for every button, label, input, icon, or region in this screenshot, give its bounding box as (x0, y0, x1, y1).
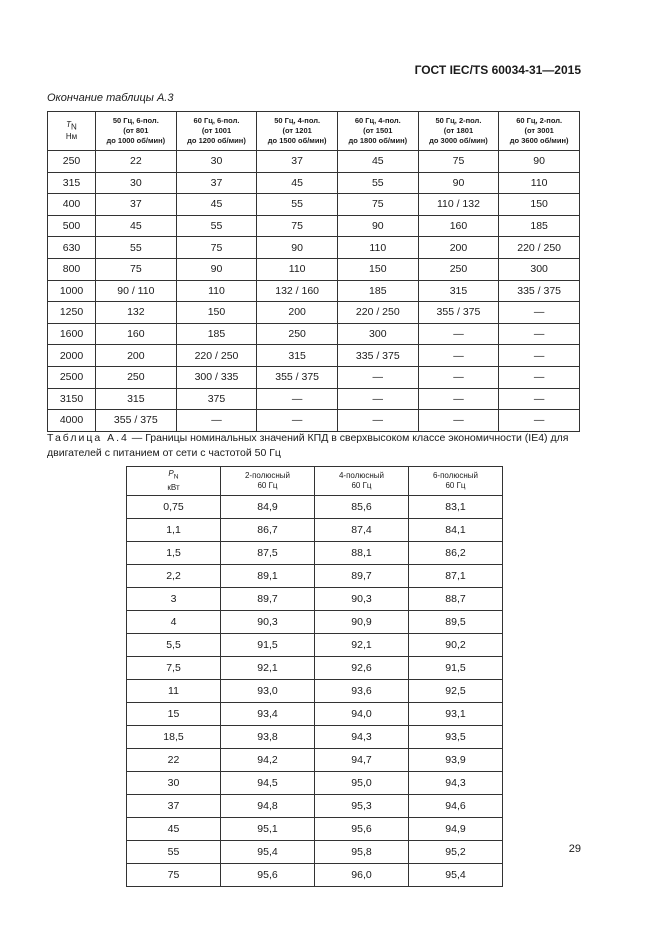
table-cell: 89,1 (221, 565, 315, 588)
table-cell: 30 (176, 151, 257, 173)
table-cell: — (337, 366, 418, 388)
table-a4-header-row (127, 467, 503, 496)
table-cell: 355 / 375 (257, 366, 338, 388)
table-cell: 95,4 (221, 841, 315, 864)
table-cell: 45 (127, 818, 221, 841)
table-cell: 4000 (48, 410, 96, 432)
table-cell: 75 (96, 258, 177, 280)
table-cell: — (418, 366, 499, 388)
table-cell: 88,7 (409, 588, 503, 611)
power-unit: кВт (167, 482, 180, 492)
table-cell: 55 (176, 215, 257, 237)
table-row (48, 258, 580, 280)
table-cell: 160 (96, 323, 177, 345)
table-cell: 94,6 (409, 795, 503, 818)
table-cell: 89,7 (221, 588, 315, 611)
table-cell: 400 (48, 194, 96, 216)
table-row (127, 818, 503, 841)
table-cell: 93,5 (409, 726, 503, 749)
table-cell: 22 (127, 749, 221, 772)
table-cell: 87,4 (315, 519, 409, 542)
table-cell: 37 (96, 194, 177, 216)
table-a4-col-header: 2-полюсный 60 Гц (221, 467, 315, 496)
table-cell: — (337, 388, 418, 410)
table-cell: 75 (418, 151, 499, 173)
table-cell: 355 / 375 (96, 410, 177, 432)
table-cell: 55 (257, 194, 338, 216)
table-cell: 150 (176, 302, 257, 324)
page-number: 29 (568, 843, 581, 855)
table-cell: 160 (418, 215, 499, 237)
table-a3-col-header: 50 Гц, 4-пол. (от 1201 до 1500 об/мин) (257, 112, 338, 151)
table-cell: 90 (418, 172, 499, 194)
table-cell: 315 (418, 280, 499, 302)
table-cell: 185 (337, 280, 418, 302)
table-cell: 75 (337, 194, 418, 216)
table-cell: 0,75 (127, 496, 221, 519)
table-cell: 91,5 (409, 657, 503, 680)
table-cell: 95,4 (409, 864, 503, 887)
table-cell: 93,6 (315, 680, 409, 703)
table-cell: 315 (257, 345, 338, 367)
table-cell: 110 / 132 (418, 194, 499, 216)
table-cell: 93,9 (409, 749, 503, 772)
table-cell: 150 (499, 194, 580, 216)
table-row (48, 151, 580, 173)
table-cell: 37 (257, 151, 338, 173)
table-row (48, 323, 580, 345)
table-cell: 84,1 (409, 519, 503, 542)
table-cell: 5,5 (127, 634, 221, 657)
table-cell: 90,3 (221, 611, 315, 634)
document-header: ГОСТ IEC/TS 60034-31—2015 (414, 63, 581, 77)
table-cell: 93,0 (221, 680, 315, 703)
table-cell: 86,2 (409, 542, 503, 565)
table-a3-col-header: 50 Гц, 6-пол. (от 801 до 1000 об/мин) (96, 112, 177, 151)
table-cell: 2,2 (127, 565, 221, 588)
table-cell: 95,6 (221, 864, 315, 887)
table-row (48, 237, 580, 259)
table-cell: 95,0 (315, 772, 409, 795)
table-row (127, 703, 503, 726)
table-cell: 110 (337, 237, 418, 259)
table-cell: 95,6 (315, 818, 409, 841)
table-a3 (47, 111, 580, 432)
table-cell: 1250 (48, 302, 96, 324)
table-cell: — (418, 345, 499, 367)
table-cell: 110 (176, 280, 257, 302)
table-cell: 94,5 (221, 772, 315, 795)
table-cell: — (418, 388, 499, 410)
table-cell: 96,0 (315, 864, 409, 887)
table-cell: 30 (127, 772, 221, 795)
table-cell: 37 (127, 795, 221, 818)
table-cell: 86,7 (221, 519, 315, 542)
table-cell: 335 / 375 (337, 345, 418, 367)
table-row (48, 410, 580, 432)
table-row (127, 565, 503, 588)
table-cell: 15 (127, 703, 221, 726)
table-cell: 1,5 (127, 542, 221, 565)
table-cell: 11 (127, 680, 221, 703)
table-cell: 90 / 110 (96, 280, 177, 302)
table-row (127, 864, 503, 887)
table-row (48, 366, 580, 388)
table-a3-row-header (48, 112, 96, 151)
table-cell: 55 (96, 237, 177, 259)
table-cell: 55 (127, 841, 221, 864)
table-cell: 1600 (48, 323, 96, 345)
table-cell: 1000 (48, 280, 96, 302)
table-row (48, 172, 580, 194)
table-cell: 185 (499, 215, 580, 237)
table-cell: 89,5 (409, 611, 503, 634)
table-cell: 250 (418, 258, 499, 280)
table-cell: 90 (257, 237, 338, 259)
table-cell: 92,5 (409, 680, 503, 703)
table-cell: 90 (499, 151, 580, 173)
table-cell: 250 (48, 151, 96, 173)
table-cell: 200 (96, 345, 177, 367)
table-cell: 37 (176, 172, 257, 194)
table-cell: — (337, 410, 418, 432)
table-row (127, 772, 503, 795)
table-cell: 45 (96, 215, 177, 237)
table-cell: 85,6 (315, 496, 409, 519)
table-a3-col-header: 60 Гц, 2-пол. (от 3001 до 3600 об/мин) (499, 112, 580, 151)
table-row (127, 542, 503, 565)
table-cell: 95,2 (409, 841, 503, 864)
table-row (48, 280, 580, 302)
table-cell: — (418, 323, 499, 345)
table-cell: 3 (127, 588, 221, 611)
table-a4-caption (47, 431, 587, 461)
table-cell: 95,3 (315, 795, 409, 818)
table-row (127, 634, 503, 657)
table-a3-col-header: 60 Гц, 6-пол. (от 1001 до 1200 об/мин) (176, 112, 257, 151)
power-symbol: P (168, 469, 174, 479)
table-cell: 90,9 (315, 611, 409, 634)
table-cell: 110 (257, 258, 338, 280)
table-row (127, 657, 503, 680)
table-cell: 75 (176, 237, 257, 259)
table-cell: 2000 (48, 345, 96, 367)
table-cell: — (499, 366, 580, 388)
table-a3-col-header: 50 Гц, 2-пол. (от 1801 до 3000 об/мин) (418, 112, 499, 151)
table-cell: 3150 (48, 388, 96, 410)
table-cell: 4 (127, 611, 221, 634)
table-cell: 92,6 (315, 657, 409, 680)
table-cell: 132 (96, 302, 177, 324)
table-cell: 90,3 (315, 588, 409, 611)
table-cell: 90 (176, 258, 257, 280)
table-a4-col-header: 6-полюсный 60 Гц (409, 467, 503, 496)
table-cell: 45 (176, 194, 257, 216)
table-cell: 55 (337, 172, 418, 194)
table-row (48, 388, 580, 410)
table-row (48, 345, 580, 367)
table-cell: 375 (176, 388, 257, 410)
table-cell: 87,1 (409, 565, 503, 588)
table-cell: 94,0 (315, 703, 409, 726)
table-cell: — (257, 388, 338, 410)
torque-symbol: T (66, 119, 72, 129)
table-cell: — (418, 410, 499, 432)
table-cell: 250 (96, 366, 177, 388)
table-cell: 45 (337, 151, 418, 173)
table-a3-caption: Окончание таблицы А.3 (47, 92, 174, 104)
table-row (127, 795, 503, 818)
torque-subscript: N (71, 122, 77, 132)
table-cell: 94,8 (221, 795, 315, 818)
table-a4-title: — Границы номинальных значений КПД в сверхвысоком классе экономичности (IE4) для двигателей с питанием от сети с частотой 50 Гц (47, 432, 569, 459)
table-cell: 92,1 (315, 634, 409, 657)
table-cell: 2500 (48, 366, 96, 388)
table-row (127, 680, 503, 703)
table-cell: 315 (48, 172, 96, 194)
table-cell: 300 (337, 323, 418, 345)
table-a3-header-row (48, 112, 580, 151)
power-subscript: N (173, 473, 179, 481)
table-cell: — (257, 410, 338, 432)
table-a4-col-header: 4-полюсный 60 Гц (315, 467, 409, 496)
table-cell: 18,5 (127, 726, 221, 749)
torque-unit: Нм (65, 132, 78, 142)
table-a4-row-header (127, 467, 221, 496)
table-cell: 220 / 250 (499, 237, 580, 259)
table-cell: 132 / 160 (257, 280, 338, 302)
table-cell: 200 (257, 302, 338, 324)
table-cell: 220 / 250 (337, 302, 418, 324)
table-cell: 335 / 375 (499, 280, 580, 302)
table-row (127, 749, 503, 772)
table-a4-label: Таблица А.4 (47, 432, 129, 444)
table-cell: — (499, 388, 580, 410)
table-cell: 30 (96, 172, 177, 194)
table-cell: — (176, 410, 257, 432)
table-cell: 95,1 (221, 818, 315, 841)
table-cell: 220 / 250 (176, 345, 257, 367)
table-cell: 300 (499, 258, 580, 280)
table-cell: 150 (337, 258, 418, 280)
table-cell: 75 (127, 864, 221, 887)
table-cell: 94,2 (221, 749, 315, 772)
table-row (127, 841, 503, 864)
table-cell: 94,7 (315, 749, 409, 772)
table-cell: 93,1 (409, 703, 503, 726)
table-row (48, 194, 580, 216)
table-row (127, 519, 503, 542)
table-row (127, 496, 503, 519)
table-cell: — (499, 323, 580, 345)
table-cell: — (499, 345, 580, 367)
table-row (48, 302, 580, 324)
table-a3-col-header: 60 Гц, 4-пол. (от 1501 до 1800 об/мин) (337, 112, 418, 151)
table-cell: 93,4 (221, 703, 315, 726)
table-cell: — (499, 302, 580, 324)
table-cell: 95,8 (315, 841, 409, 864)
table-cell: 355 / 375 (418, 302, 499, 324)
table-cell: 93,8 (221, 726, 315, 749)
table-cell: 800 (48, 258, 96, 280)
table-cell: 1,1 (127, 519, 221, 542)
table-cell: 500 (48, 215, 96, 237)
table-cell: 75 (257, 215, 338, 237)
table-a4 (126, 466, 503, 887)
table-row (127, 726, 503, 749)
table-cell: 94,9 (409, 818, 503, 841)
table-cell: 630 (48, 237, 96, 259)
table-cell: 94,3 (409, 772, 503, 795)
table-cell: 84,9 (221, 496, 315, 519)
table-cell: 87,5 (221, 542, 315, 565)
table-cell: 45 (257, 172, 338, 194)
table-cell: 250 (257, 323, 338, 345)
table-cell: 88,1 (315, 542, 409, 565)
table-cell: 90 (337, 215, 418, 237)
table-cell: 83,1 (409, 496, 503, 519)
table-cell: 94,3 (315, 726, 409, 749)
table-row (48, 215, 580, 237)
table-row (127, 588, 503, 611)
table-cell: 200 (418, 237, 499, 259)
table-cell: 185 (176, 323, 257, 345)
table-cell: — (499, 410, 580, 432)
table-cell: 89,7 (315, 565, 409, 588)
table-cell: 22 (96, 151, 177, 173)
table-cell: 300 / 335 (176, 366, 257, 388)
table-cell: 90,2 (409, 634, 503, 657)
table-cell: 91,5 (221, 634, 315, 657)
table-cell: 110 (499, 172, 580, 194)
table-cell: 92,1 (221, 657, 315, 680)
table-row (127, 611, 503, 634)
table-cell: 315 (96, 388, 177, 410)
table-cell: 7,5 (127, 657, 221, 680)
